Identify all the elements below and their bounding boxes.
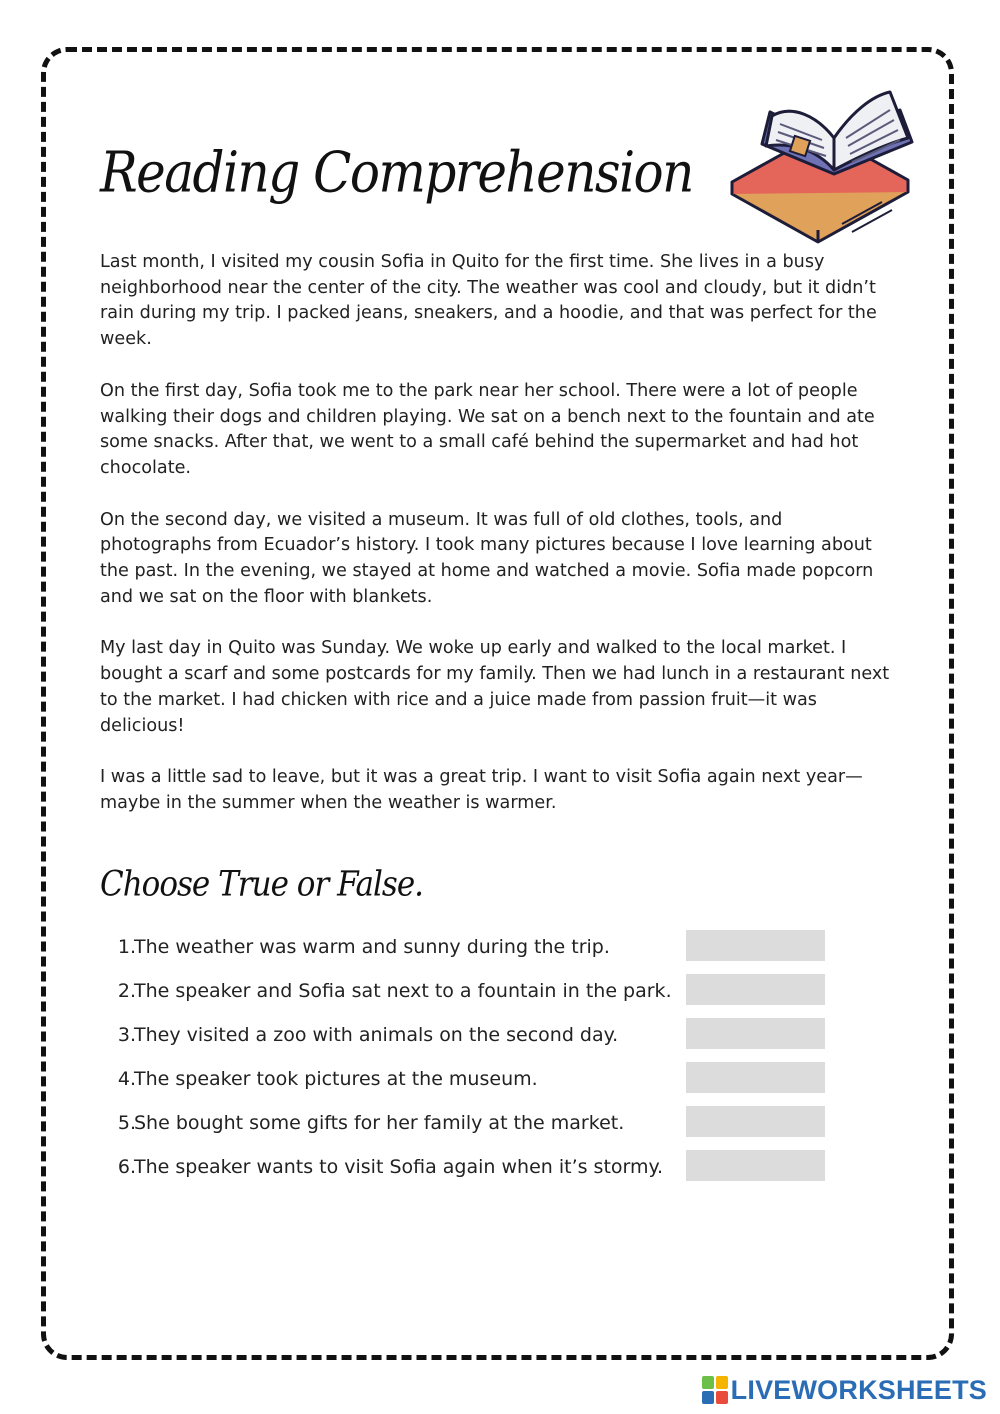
story-paragraph: On the first day, Sofia took me to the park near her school. There were a lot of people walking their dogs and children playing. We sat on a bench next to the fountain and ate some snacks. After that, we went to a small café behind the supermarket and had hot chocolate. [100,380,875,478]
question-text: They visited a zoo with animals on the second day. [134,1024,619,1046]
question-number: 5. [117,1112,136,1134]
question-item [100,972,840,1016]
question-item [100,1016,840,1060]
question-item [100,1104,840,1148]
answer-input-2[interactable] [686,974,825,1005]
story-paragraph: On the second day, we visited a museum. It was full of old clothes, tools, and photographs from Ecuador’s history. I took many pictures because I love learning about the past. In the evening, we stayed at home and watched a movie. Sofia made popcorn and we sat on the floor with blankets. [100,509,874,607]
question-number: 1. [117,936,136,958]
story-paragraph: Last month, I visited my cousin Sofia in Quito for the first time. She lives in a busy neighborhood near the center of the city. The weather was cool and cloudy, but it didn’t rain during my trip. I packed jeans, sneakers, and a hoodie, and that was perfect for the week. [100,252,877,350]
books-illustration-icon [722,82,932,247]
question-item [100,1060,840,1104]
question-number: 4. [117,1068,136,1090]
brand-name: LIVEWORKSHEETS [730,1374,987,1405]
story-paragraph: My last day in Quito was Sunday. We woke up early and walked to the local market. I bought a scarf and some postcards for my family. Then we had lunch in a restaurant next to the market. I had chicken with rice and a juice made from passion fruit—it was delicious! [100,638,890,736]
question-text: The speaker took pictures at the museum. [134,1068,538,1090]
story-paragraph: I was a little sad to leave, but it was a great trip. I want to visit Sofia again next year—maybe in the summer when the weather is warmer. [100,767,863,813]
question-list [100,928,840,1192]
answer-input-6[interactable] [686,1150,825,1181]
answer-input-5[interactable] [686,1106,825,1137]
question-text: The speaker wants to visit Sofia again when it’s stormy. [134,1156,664,1178]
answer-input-1[interactable] [686,930,825,961]
section-title: Choose True or False. [100,864,424,905]
liveworksheets-logo-icon [702,1376,728,1404]
answer-input-3[interactable] [686,1018,825,1049]
question-number: 6. [117,1156,136,1178]
question-text: The speaker and Sofia sat next to a fountain in the park. [134,980,672,1002]
question-item [100,928,840,972]
question-text: She bought some gifts for her family at the market. [134,1112,625,1134]
answer-input-4[interactable] [686,1062,825,1093]
story-text [100,250,890,843]
page-title: Reading Comprehension [100,140,693,205]
question-item [100,1148,840,1192]
liveworksheets-brand [702,1375,987,1405]
question-text: The weather was warm and sunny during the trip. [134,936,610,958]
question-number: 2. [117,980,136,1002]
question-number: 3. [117,1024,136,1046]
